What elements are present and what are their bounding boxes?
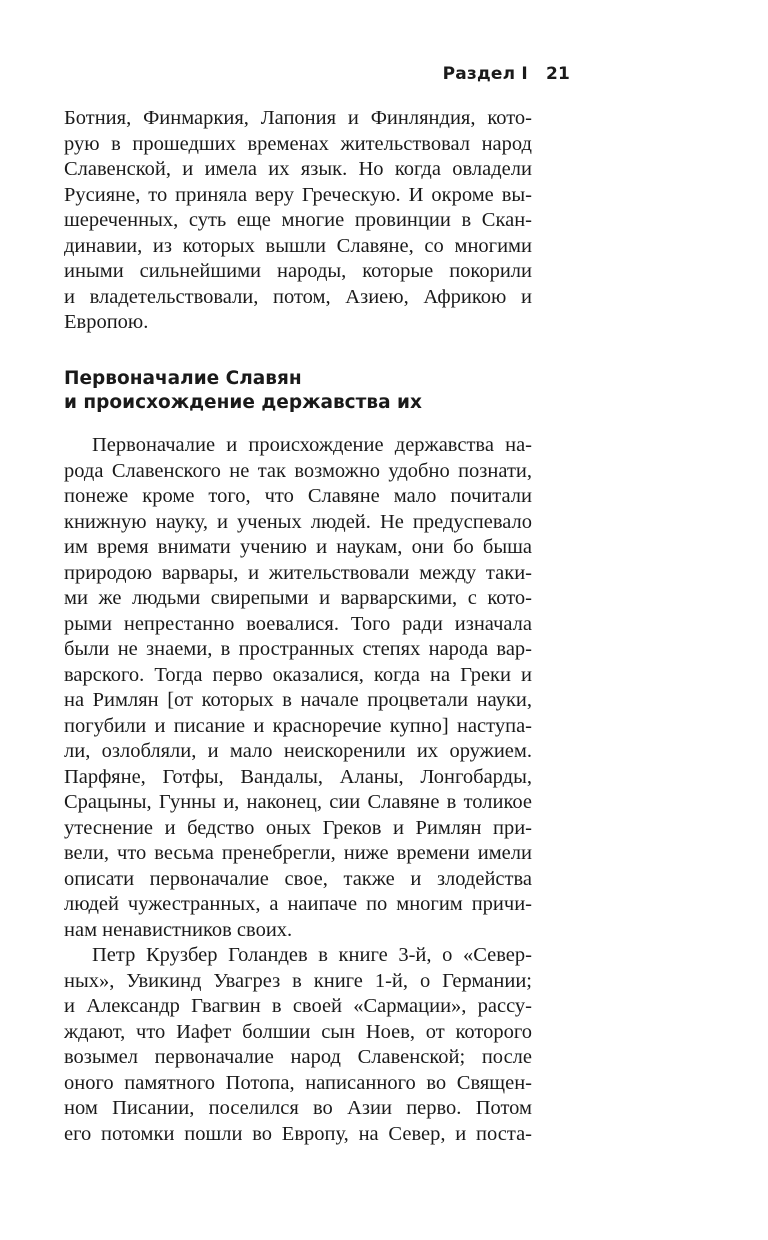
text-line: Европою. [64,311,149,333]
heading-line-2: и происхождение державства их [64,392,422,413]
text-line: на Римлян [от которых в начале процветали науки, [64,689,532,711]
text-line: оного памятного Потопа, написанного во Священ- [64,1071,532,1094]
text-line: нам ненавистников своих. [64,918,293,941]
paragraph-1 [64,106,532,336]
text-line: возымел первоначалие народ Славенской; после [64,1046,532,1068]
heading-line-1: Первоначалие Славян [64,368,302,389]
text-line: вели, что весьма пренебрегли, ниже времени имели [64,842,532,864]
text-line: рую в прошедших временах жительствовал народ [64,132,532,155]
text-line: ли, озлобляли, и мало неискоренили их оружием. [64,740,532,762]
text-line: людей чужестранных, а наипаче по многим причи- [64,893,532,915]
text-line: Ботния, Финмаркия, Лапония и Финляндия, кото- [64,107,532,129]
text-line: Петр Крузбер Голандев в книге 3-й, о «Север- [92,944,532,966]
text-line: ном Писании, поселился во Азии перво. Потом [64,1097,532,1119]
text-line: динавии, из которых вышли Славяне, со многими [64,234,532,257]
paragraph-3 [64,943,532,1147]
text-line: Парфяне, Готфы, Вандалы, Аланы, Лонгобарды, [64,765,532,788]
text-line: книжную науку, и ученых людей. Не предуспевало [64,510,532,533]
text-line: утеснение и бедство оных Греков и Римлян при- [64,816,532,839]
text-line: им время внимати учению и наукам, они бо быша [64,536,532,558]
text-line: его потомки пошли во Европу, на Север, и поста- [64,1122,532,1145]
text-line: описати первоначалие свое, также и злодейства [64,867,532,890]
text-line: ждают, что Иафет болшии сын Ноев, от которого [64,1020,532,1043]
text-line: иными сильнейшими народы, которые покорили [64,260,532,282]
text-line: шереченных, суть еще многие провинции в Скан- [64,209,532,231]
text-line: и владетельствовали, потом, Азиею, Африкою и [64,285,532,308]
section-heading [64,367,544,415]
text-line: рода Славенского не так возможно удобно познати, [64,459,532,482]
text-line: понеже кроме того, что Славяне мало почитали [64,485,532,507]
page-number: 21 [545,64,570,84]
text-line: ми же людьми свирепыми и варварскими, с кото- [64,587,532,609]
text-line: Срацыны, Гунны и, наконец, сии Славяне в толикое [64,791,532,813]
text-line: и Александр Гвагвин в своей «Сармации», рассу- [64,995,532,1017]
text-line: природою варвары, и жительствовали между таки- [64,561,532,584]
text-line: погубили и писание и красноречие купно] наступа- [64,714,532,737]
text-line: были не знаеми, в пространных степях народа вар- [64,638,532,660]
text-line: рыми непрестанно воевалися. Того ради изначала [64,612,532,635]
text-line: Русияне, то приняла веру Греческую. И окроме вы- [64,183,532,206]
section-label: Раздел I [442,64,528,84]
text-line: Первоначалие и происхождение державства на- [92,434,532,456]
text-line: ных», Увикинд Увагрез в книге 1-й, о Германии; [64,969,532,992]
text-line: варского. Тогда перво оказалися, когда на Греки и [64,663,532,686]
text-line: Славенской, и имела их язык. Но когда овладели [64,158,532,180]
paragraph-2 [64,433,532,943]
running-head [0,64,570,84]
